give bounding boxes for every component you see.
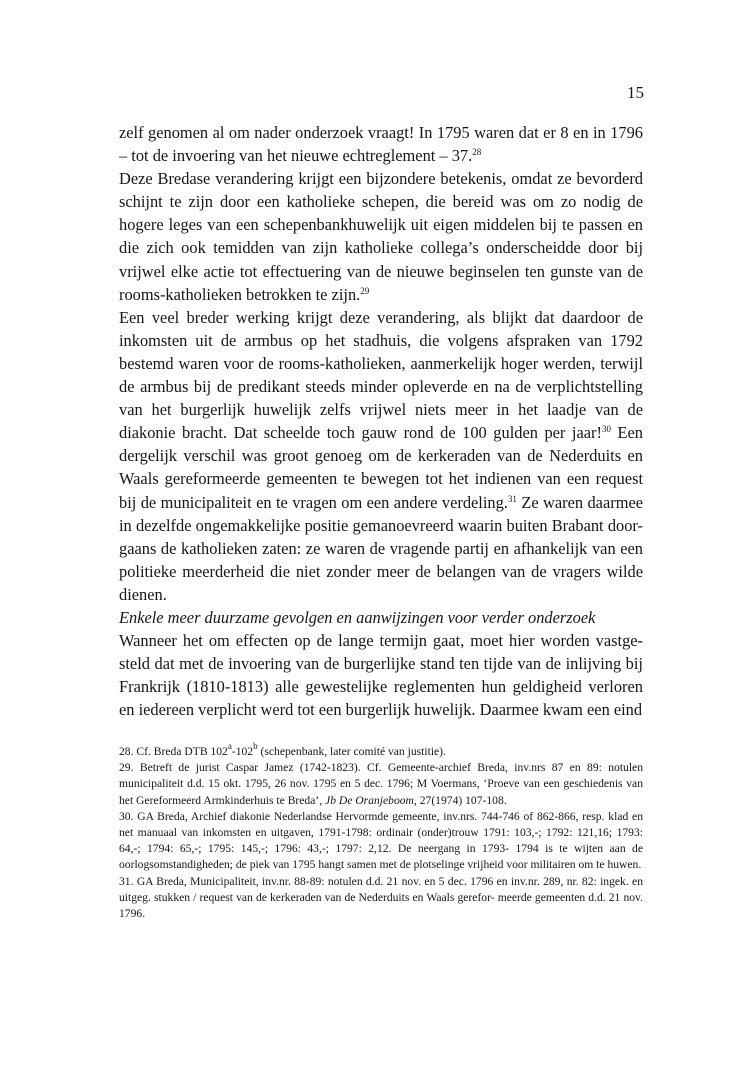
footnote-ref: 30 — [601, 424, 611, 435]
footnote — [119, 809, 643, 874]
text-run: (schepenbank, later comité van justitie). — [257, 745, 446, 758]
text-run: 28. Cf. Breda DTB 102 — [119, 745, 228, 758]
text-run: Deze Bredase verandering krijgt een bijzondere betekenis, omdat ze bevorderd schijnt te zijn door een katholieke schepen, die bereid was om zo nodig de hogere leges van een schepenbankhuwelijk uit eigen middelen bij te passen en die zich ook temidden van zijn katholieke collega’s onderscheidde door bij vrijwel elke actie tot effectuering van de nieuwe beginselen ten gunste van de rooms-katholieken betrokken te zijn. — [119, 169, 643, 304]
footnote-ref: 28 — [472, 147, 482, 158]
text-run: Ze waren daarmee in dezelfde ongemakkelijke positie gemanoevreerd waarin buiten Brabant door- gaans de katholieken zaten: ze waren de vragende partij en afhankelijk van een politieke meerderheid die niet zonder meer de belangen van de vragers wilde dienen. — [119, 492, 643, 604]
paragraph — [119, 306, 643, 606]
paragraph — [119, 121, 643, 167]
body-text — [119, 121, 643, 721]
text-run: 29. Betreft de jurist Caspar Jamez (1742-1823). Cf. Gemeente-archief Breda, inv.nrs 87 en 89: notulen municipaliteit d.d. 15 okt. 1795, 26 nov. 1795 en 5 dec. 1796; M Voermans, ‘Proeve van een geschiedenis van het Gereformeerd Armkinderhuis te Breda’, — [119, 761, 643, 807]
footnotes — [119, 741, 643, 922]
text-run: -102 — [231, 745, 254, 758]
footnote-ref: 29 — [360, 285, 370, 296]
footnote-ref: b — [253, 741, 258, 751]
paragraph — [119, 167, 643, 306]
text-run: Een dergelijk verschil was groot genoeg om de kerkeraden van de Nederduits en Waals gereformeerde gemeenten te bewegen tot het indienen van een request bij de municipaliteit en te vragen om een andere verdeling. — [119, 423, 643, 512]
text-run: 31. GA Breda, Municipaliteit, inv.nr. 88-89: notulen d.d. 21 nov. en 5 dec. 1796 en inv.nr. 289, nr. 82: ingek. en uitgeg. stukken / request van de kerkeraden van de Nederduits en Waals gerefor- meerde gemeenten d.d. 21 nov. 1796. — [119, 874, 643, 921]
italic-text: Jb De Oranjeboom — [325, 793, 414, 807]
footnote-ref: 31 — [507, 493, 517, 504]
section-paragraph: Wanneer het om effecten op de lange termijn gaat, moet hier worden vastge- steld dat met de invoering van de burgerlijke stand ten tijde van de inlijving bij Frankrijk (1810-1813) alle gewestelijke reglementen hun geldigheid verloren en iedereen verplicht werd tot een burgerlijk huwelijk. Daarmee kwam een eind — [119, 631, 643, 720]
page-number: 15 — [627, 83, 644, 102]
text-run: 30. GA Breda, Archief diakonie Nederlandse Hervormde gemeente, inv.nrs. 744-746 of 862-866, resp. klad en net manuaal van inkomsten en uitgaven, 1791-1798: ordinair (onder)trouw 1791: 103,-; 1792: 121,16; 1793: 64,-; 1794: 65,-; 1795: 145,-; 1796: 43,-; 1797: 2,12. De neergang in 1793- 1794 is te wijten aan de oorlogsomstandigheden; de piek van 1795 hangt samen met de plotselinge vrijheid voor militairen om te huwen. — [119, 809, 643, 872]
section-heading: Enkele meer duurzame gevolgen en aanwijzingen voor verder onderzoek — [119, 607, 596, 627]
footnote-ref: a — [227, 741, 232, 751]
footnote — [119, 741, 643, 760]
text-run: , 27(1974) 107-108. — [413, 793, 507, 807]
text-run: zelf genomen al om nader onderzoek vraagt! In 1795 waren dat er 8 en in 1796 – tot de invoering van het nieuwe echtreglement – 37. — [119, 123, 643, 166]
paragraphs — [119, 121, 643, 606]
footnote — [119, 874, 643, 923]
text-run: Een veel breder werking krijgt deze verandering, als blijkt dat daardoor de inkomsten uit de armbus op het stadhuis, die volgens afspraken van 1792 bestemd waren voor de rooms-katholieken, aanmerkelijk hoger werden, terwijl de armbus bij de predikant steeds minder opleverde en na de verplichtstelling van het burgerlijk huwelijk zelfs vrijwel niets meer in het laadje van de diakonie bracht. Dat scheelde toch gauw rond de 100 gulden per jaar! — [119, 307, 643, 443]
footnote — [119, 760, 643, 809]
